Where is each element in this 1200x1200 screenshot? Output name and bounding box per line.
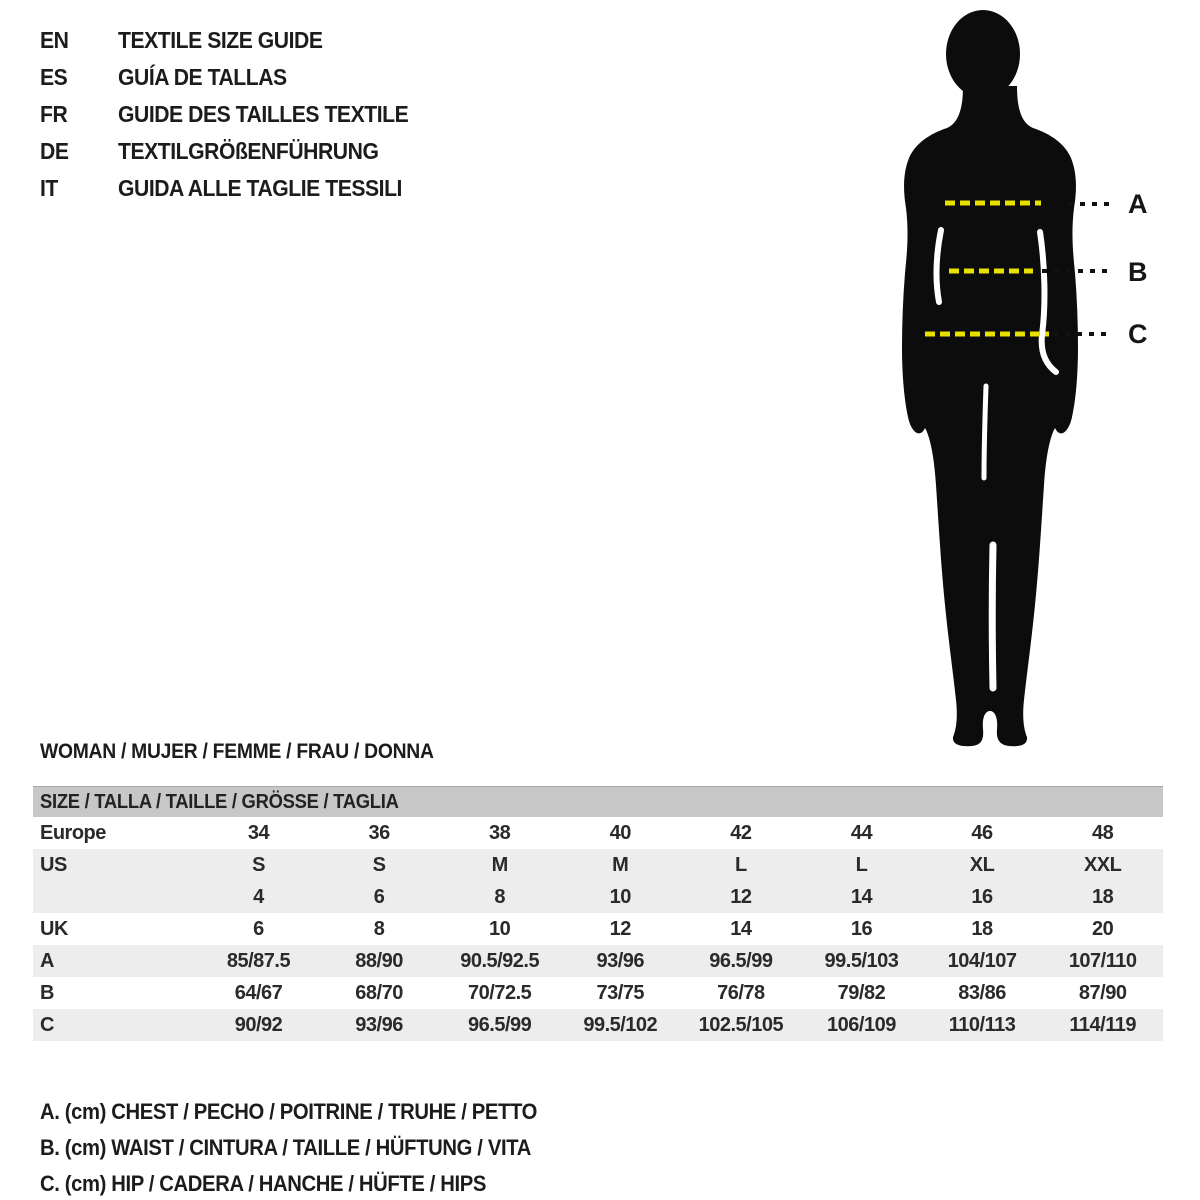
language-code: EN xyxy=(40,27,69,53)
size-table-row-label: Europe xyxy=(40,821,106,844)
size-table-section xyxy=(33,786,1163,1041)
size-table-cell: 16 xyxy=(922,881,1043,913)
language-code: ES xyxy=(40,64,68,90)
size-table-cell: 64/67 xyxy=(234,981,283,1004)
size-table-cell: 93/96 xyxy=(319,1009,440,1041)
size-table-cell: 104/107 xyxy=(922,945,1043,977)
measurement-legend xyxy=(40,1094,580,1200)
size-table-cell: 42 xyxy=(730,821,752,844)
size-table-row xyxy=(33,817,1163,849)
size-table-cell: 79/82 xyxy=(837,981,886,1004)
size-table-cell: 110/113 xyxy=(922,1009,1043,1041)
size-table-cell: 10 xyxy=(560,881,681,913)
legend-line: C. (cm) HIP / CADERA / HANCHE / HÜFTE / HIPS xyxy=(40,1171,486,1196)
size-table-cell: L xyxy=(681,849,802,881)
size-table-cell: 4 xyxy=(198,881,319,913)
size-table-cell: 102.5/105 xyxy=(681,1009,802,1041)
size-table-cell: 46 xyxy=(971,821,993,844)
woman-silhouette-figure xyxy=(880,0,1200,760)
language-title: TEXTILE SIZE GUIDE xyxy=(118,27,323,53)
section-title-woman: WOMAN / MUJER / FEMME / FRAU / DONNA xyxy=(40,740,434,763)
size-table-row-label: US xyxy=(33,849,198,881)
size-table-cell: 83/86 xyxy=(958,981,1006,1004)
lower-leg-gap xyxy=(992,545,993,688)
marker-label-waist: B xyxy=(1128,257,1148,287)
size-table-header: SIZE / TALLA / TAILLE / GRÖSSE / TAGLIA xyxy=(33,786,1163,817)
size-table-cell: 107/110 xyxy=(1042,945,1163,977)
size-table-cell: 16 xyxy=(850,917,873,940)
size-table-body xyxy=(33,817,1163,1041)
size-table-cell: 87/90 xyxy=(1078,981,1127,1004)
size-table-row xyxy=(33,849,1163,881)
size-table-cell: M xyxy=(560,849,681,881)
size-table-cell: 73/75 xyxy=(596,981,645,1004)
size-table-cell: 14 xyxy=(801,881,922,913)
language-row xyxy=(40,59,434,96)
size-table-cell: 18 xyxy=(1042,881,1163,913)
size-table-cell: XL xyxy=(922,849,1043,881)
language-row xyxy=(40,170,434,207)
size-table-cell: 96.5/99 xyxy=(439,1009,560,1041)
size-table-row-label: C xyxy=(33,1009,198,1041)
size-table-cell: 12 xyxy=(609,917,631,940)
size-table-cell: 18 xyxy=(971,917,993,940)
size-table-cell: XXL xyxy=(1042,849,1163,881)
language-code: DE xyxy=(40,138,69,164)
size-table-cell: 70/72.5 xyxy=(468,981,532,1004)
size-table-row-label: B xyxy=(40,981,54,1004)
size-table-cell: 34 xyxy=(247,821,270,844)
language-title: GUIDE DES TAILLES TEXTILE xyxy=(118,101,409,127)
size-table-cell: 99.5/103 xyxy=(801,945,922,977)
language-row xyxy=(40,22,434,59)
size-table-cell: 114/119 xyxy=(1042,1009,1163,1041)
language-row xyxy=(40,133,434,170)
size-table-cell: 40 xyxy=(609,821,631,844)
size-table-cell: 48 xyxy=(1092,821,1114,844)
size-table-cell: M xyxy=(439,849,560,881)
language-title: TEXTILGRÖßENFÜHRUNG xyxy=(118,138,379,164)
size-table-row xyxy=(33,913,1163,945)
language-title: GUÍA DE TALLAS xyxy=(118,64,287,90)
size-table-row-label: UK xyxy=(40,917,68,940)
size-table xyxy=(33,817,1163,1041)
size-table-cell: 106/109 xyxy=(801,1009,922,1041)
size-table-row xyxy=(33,945,1163,977)
size-table-cell: 93/96 xyxy=(560,945,681,977)
size-table-cell: 90.5/92.5 xyxy=(439,945,560,977)
language-code: IT xyxy=(40,175,58,201)
size-table-cell: S xyxy=(319,849,440,881)
legend-line: B. (cm) WAIST / CINTURA / TAILLE / HÜFTUNG / VITA xyxy=(40,1135,531,1160)
legend-line: A. (cm) CHEST / PECHO / POITRINE / TRUHE / PETTO xyxy=(40,1099,538,1124)
size-table-cell: S xyxy=(198,849,319,881)
upper-leg-gap xyxy=(984,386,986,478)
size-table-row-label xyxy=(33,881,198,913)
size-table-cell: 44 xyxy=(850,821,873,844)
language-title: GUIDA ALLE TAGLIE TESSILI xyxy=(118,175,402,201)
size-table-row xyxy=(33,1009,1163,1041)
silhouette-head xyxy=(946,10,1020,98)
size-table-cell: 14 xyxy=(730,917,752,940)
size-table-cell: 99.5/102 xyxy=(560,1009,681,1041)
size-table-cell: 8 xyxy=(439,881,560,913)
language-list xyxy=(40,22,434,207)
marker-label-hip: C xyxy=(1128,319,1148,349)
size-table-cell: 85/87.5 xyxy=(198,945,319,977)
size-table-cell: 38 xyxy=(489,821,511,844)
size-table-cell: 96.5/99 xyxy=(681,945,802,977)
size-table-row xyxy=(33,977,1163,1009)
size-table-cell: 68/70 xyxy=(355,981,403,1004)
language-row xyxy=(40,96,434,133)
size-table-cell: 36 xyxy=(368,821,390,844)
size-table-cell: 76/78 xyxy=(717,981,765,1004)
size-table-cell: 90/92 xyxy=(198,1009,319,1041)
size-table-cell: 88/90 xyxy=(319,945,440,977)
size-table-cell: 20 xyxy=(1092,917,1114,940)
size-table-cell: 12 xyxy=(681,881,802,913)
size-table-cell: 8 xyxy=(373,917,385,940)
size-table-cell: 10 xyxy=(489,917,511,940)
size-table-row xyxy=(33,881,1163,913)
size-table-cell: 6 xyxy=(253,917,264,940)
size-table-cell: L xyxy=(801,849,922,881)
size-table-cell: 6 xyxy=(319,881,440,913)
marker-label-chest: A xyxy=(1128,189,1148,219)
size-table-row-label: A xyxy=(33,945,198,977)
language-code: FR xyxy=(40,101,68,127)
